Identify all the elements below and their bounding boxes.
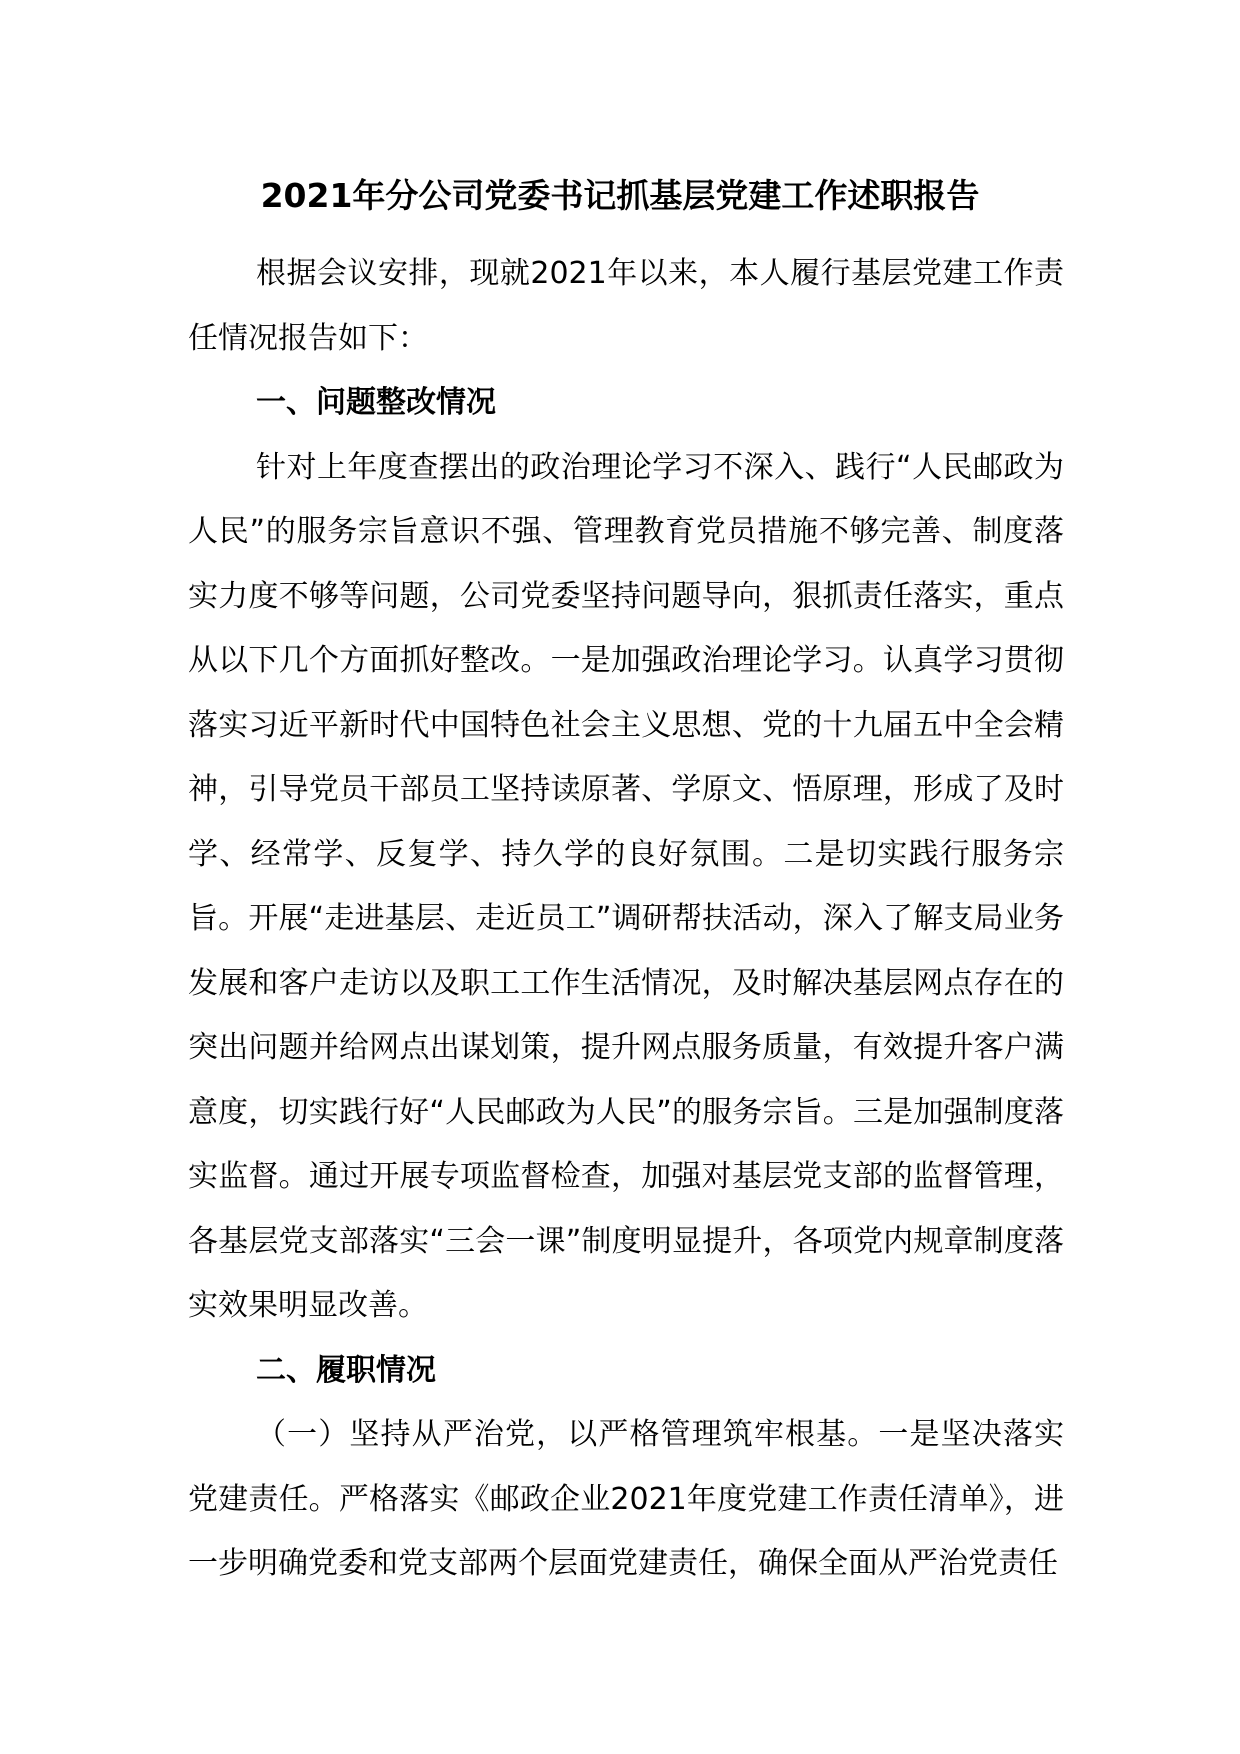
section-1-heading: 一、问题整改情况	[256, 385, 496, 420]
section-1-paragraph: 针对上年度查摆出的政治理论学习不深入、践行“人民邮政为人民”的服务宗旨意识不强、管理教育党员措施不够完善、制度落实力度不够等问题，公司党委坚持问题导向，狠抓责任落实，重点从以下几个方面抓好整改。一是加强政治理论学习。认真学习贯彻落实习近平新时代中国特色社会主义思想、党的十九届五中全会精神，引导党员干部员工坚持读原著、学原文、悟原理，形成了及时学、经常学、反复学、持久学的良好氛围。二是切实践行服务宗旨。开展“走进基层、走近员工”调研帮扶活动，深入了解支局业务发展和客户走访以及职工工作生活情况，及时解决基层网点存在的突出问题并给网点出谋划策，提升网点服务质量，有效提升客户满意度，切实践行好“人民邮政为人民”的服务宗旨。三是加强制度落实监督。通过开展专项监督检查，加强对基层党支部的监督管理，各基层党支部落实“三会一课”制度明显提升，各项党内规章制度落实效果明显改善。	[188, 449, 1064, 1323]
document-title: 2021年分公司党委书记抓基层党建工作述职报告	[260, 176, 980, 215]
section-2-heading: 二、履职情况	[256, 1352, 436, 1388]
section-2-paragraph: （一）坚持从严治党，以严格管理筑牢根基。一是坚决落实党建责任。严格落实《邮政企业2021年度党建工作责任清单》，进一步明确党委和党支部两个层面党建责任，确保全面从严治党责任	[188, 1417, 1064, 1581]
document-body	[188, 242, 1064, 1597]
intro-paragraph: 根据会议安排，现就2021年以来，本人履行基层党建工作责任情况报告如下：	[188, 256, 1064, 356]
